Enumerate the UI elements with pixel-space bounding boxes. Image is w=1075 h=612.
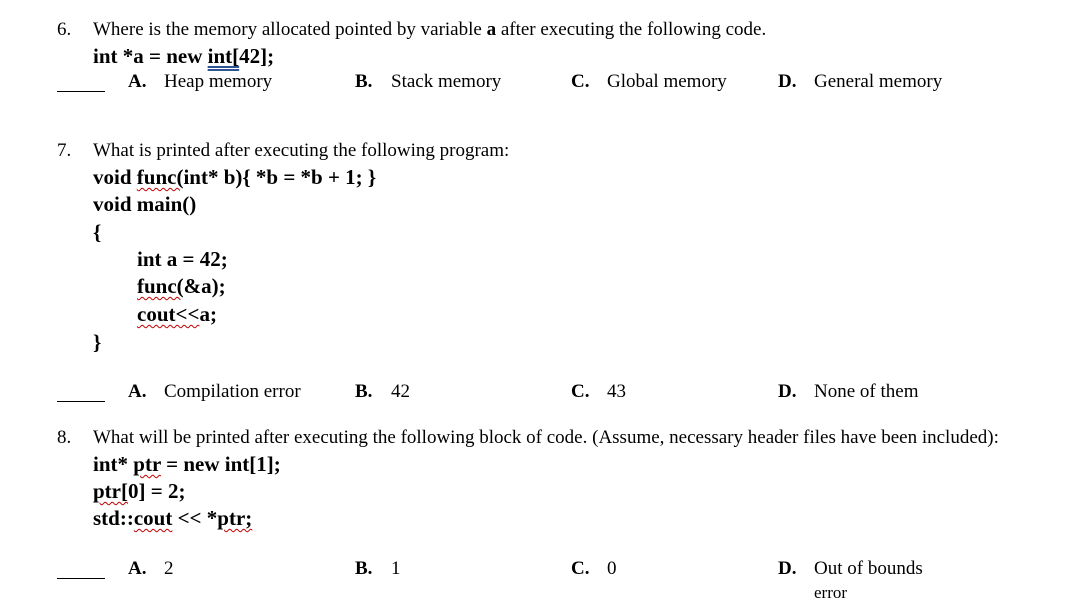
q7-option-d [778, 381, 918, 403]
q7-option-d-letter: D. [778, 381, 797, 402]
q7-option-d-text: None of them [814, 381, 919, 402]
q6-option-a [128, 71, 272, 93]
q6-option-a-letter: A. [128, 71, 147, 92]
q8-code-3d: ptr; [217, 506, 253, 530]
q8-answer-blank[interactable] [57, 578, 105, 579]
q6-option-c-letter: C. [571, 71, 590, 92]
q7-code-line-7: } [93, 330, 102, 354]
q8-code-3b: cout [133, 506, 173, 530]
q7-code-line-4: int a = 42; [137, 247, 228, 271]
q7-option-a-text: Compilation error [164, 381, 301, 402]
q8-option-c-text: 0 [607, 558, 617, 579]
q8-code-3c: << * [172, 506, 218, 530]
q6-code-c: 42]; [239, 44, 275, 68]
q7-option-a-letter: A. [128, 381, 147, 402]
q6-option-d [778, 71, 942, 93]
q7-option-c-text: 43 [607, 381, 626, 402]
q7-option-b-letter: B. [355, 381, 373, 402]
q6-prompt-pre: Where is the memory allocated pointed by variable [93, 19, 487, 40]
q7-option-b [355, 381, 410, 403]
q7-option-a [128, 381, 301, 403]
q6-number: 6. [57, 19, 72, 40]
q7-option-c-letter: C. [571, 381, 590, 402]
q8-option-a [128, 558, 174, 580]
q7-number: 7. [57, 140, 72, 161]
q8-option-d-text-line2: error [814, 583, 848, 602]
q7-option-c [571, 381, 626, 403]
q6-option-c [571, 71, 727, 93]
q6-code-a: int *a = new [93, 44, 208, 68]
q7-code-line-6 [137, 302, 217, 326]
q8-option-b-letter: B. [355, 558, 373, 579]
q8-code-line-3 [93, 506, 252, 530]
q7-code-5b: func( [137, 274, 184, 298]
q8-option-b [355, 558, 401, 580]
q8-option-a-letter: A. [128, 558, 147, 579]
q7-code-6c: a; [199, 302, 217, 326]
q7-code-1c: int* b){ *b = *b + 1; } [183, 165, 377, 189]
q7-code-5c: &a); [183, 274, 226, 298]
q8-option-c [571, 558, 617, 580]
q8-number: 8. [57, 427, 72, 448]
q6-code-b: int[ [207, 44, 240, 68]
q6-option-b-text: Stack memory [391, 71, 502, 92]
q8-code-1a: int* [93, 452, 134, 476]
q7-code-line-2: void main() [93, 192, 197, 216]
q6-option-d-text: General memory [814, 71, 943, 92]
q6-option-b [355, 71, 501, 93]
q8-code-line-2 [93, 479, 185, 503]
q8-code-line-1 [93, 452, 281, 476]
q8-code-1c: = new int[1]; [160, 452, 281, 476]
q6-prompt-var: a [486, 19, 497, 40]
q6-prompt-post: after executing the following code. [496, 19, 767, 40]
q8-option-a-text: 2 [164, 558, 174, 579]
q6-answer-blank[interactable] [57, 91, 105, 92]
q7-code-1b: func( [136, 165, 184, 189]
q7-prompt: What is printed after executing the following program: [93, 140, 510, 161]
q7-answer-blank[interactable] [57, 401, 105, 402]
q6-option-a-text: Heap memory [164, 71, 273, 92]
q6-option-c-text: Global memory [607, 71, 727, 92]
q7-code-line-5 [137, 274, 226, 298]
q8-option-b-text: 1 [391, 558, 401, 579]
q8-code-2b: ptr[ [93, 479, 128, 503]
q8-code-1b: ptr [133, 452, 161, 476]
q8-prompt: What will be printed after executing the following block of code. (Assume, necessary header files have been included): [93, 427, 999, 448]
q7-code-6b: cout<< [137, 302, 200, 326]
q7-code-line-3: { [93, 220, 102, 244]
q8-option-d-letter: D. [778, 558, 797, 579]
q6-code-line [93, 44, 274, 68]
q7-code-1a: void [93, 165, 137, 189]
q6-option-d-letter: D. [778, 71, 797, 92]
q6-option-b-letter: B. [355, 71, 373, 92]
q8-code-2c: 0] = 2; [128, 479, 186, 503]
q8-option-d [778, 558, 923, 580]
q6-prompt [93, 19, 766, 41]
q8-option-c-letter: C. [571, 558, 590, 579]
q8-code-3a: std:: [93, 506, 134, 530]
q7-option-b-text: 42 [391, 381, 410, 402]
q8-option-d-text: Out of bounds [814, 558, 923, 579]
q7-code-line-1 [93, 165, 376, 189]
